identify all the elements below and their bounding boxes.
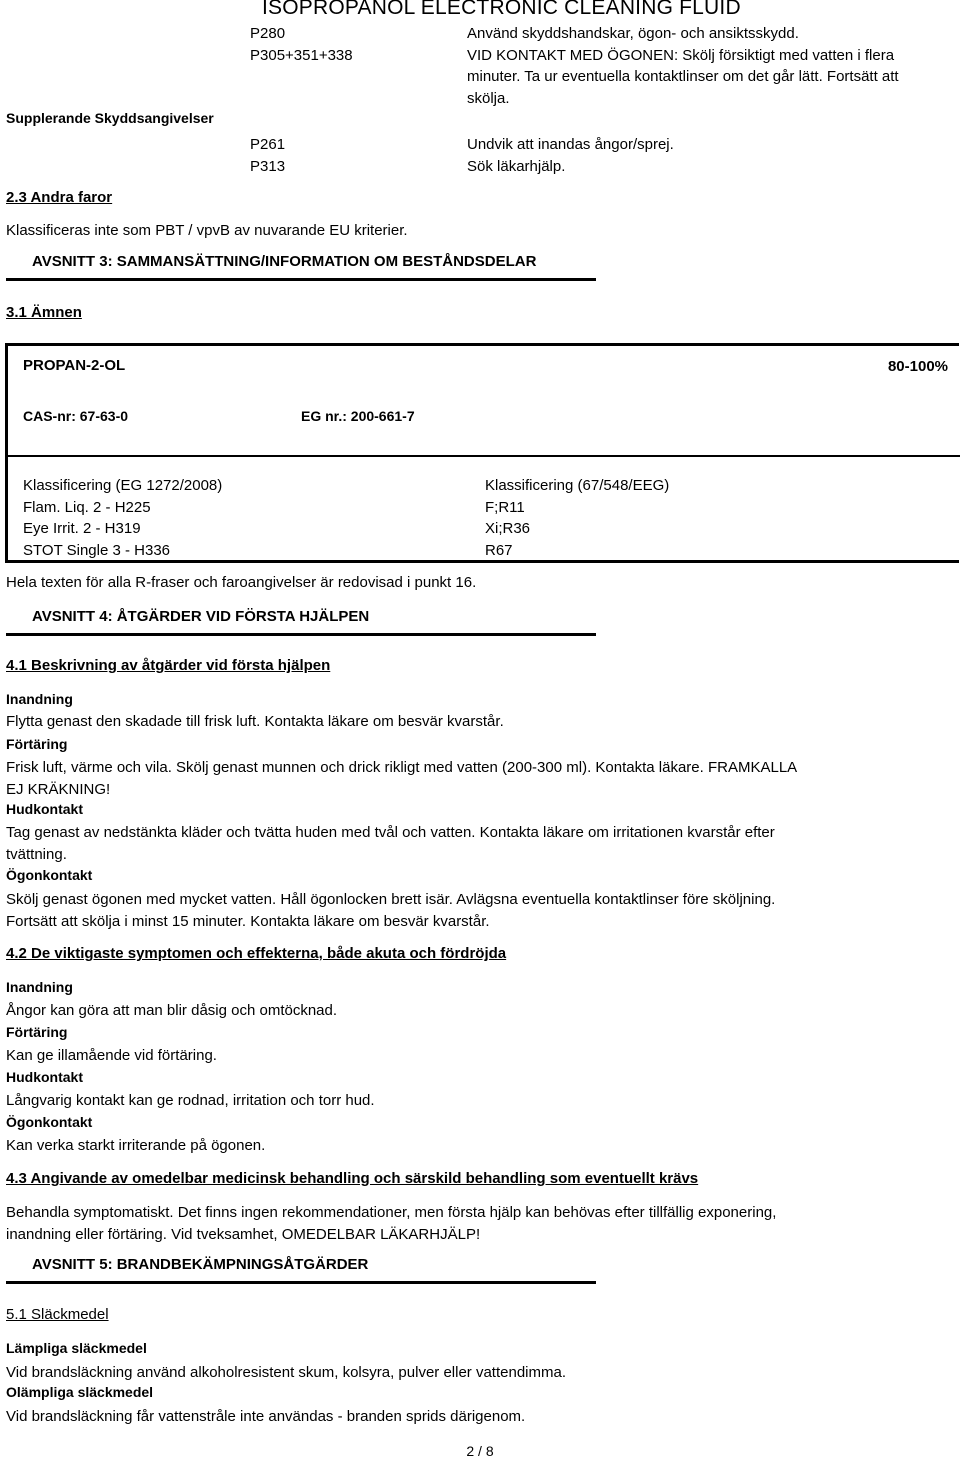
label-hudkontakt-2: Hudkontakt: [6, 1069, 83, 1085]
text-inandning-2: Ångor kan göra att man blir dåsig och omtöcknad.: [6, 1002, 338, 1019]
p-text-p305-line3: skölja.: [467, 90, 510, 107]
p-code-p261: P261: [250, 136, 286, 153]
p-text-p305-line2: minuter. Ta ur eventuella kontaktlinser om det går lätt. Fortsätt att: [467, 68, 899, 85]
p-text-p261: Undvik att inandas ångor/sprej.: [467, 136, 674, 153]
section-3-header: [6, 250, 596, 281]
class-clp-item: Eye Irrit. 2 - H319: [23, 520, 141, 537]
section-4-header: [6, 605, 596, 636]
heading-3-1: 3.1 Ämnen: [6, 304, 82, 321]
text-lampliga-slackmedel: Vid brandsläckning använd alkoholresistent skum, kolsyra, pulver eller vattendimma.: [6, 1364, 567, 1381]
class-clp-header: Klassificering (EG 1272/2008): [23, 477, 223, 494]
heading-5-1: 5.1 Släckmedel: [6, 1306, 109, 1323]
text-hudkontakt-line2: tvättning.: [6, 846, 67, 863]
text-olampliga-slackmedel: Vid brandsläckning får vattenstråle inte användas - branden sprids därigenom.: [6, 1408, 526, 1425]
substance-box: [5, 343, 959, 563]
p-code-p280: P280: [250, 25, 286, 42]
text-inandning: Flytta genast den skadade till frisk luft. Kontakta läkare om besvär kvarstår.: [6, 713, 504, 730]
text-ogonkontakt-line1: Skölj genast ögonen med mycket vatten. Håll ögonlocken brett isär. Avlägsna eventuella kontaktlinser före sköljning.: [6, 891, 776, 908]
text-hudkontakt-line1: Tag genast av nedstänkta kläder och tvätta huden med tvål och vatten. Kontakta läkare om irritationen kvarstår efter: [6, 824, 775, 841]
heading-4-3: 4.3 Angivande av omedelbar medicinsk behandling och särskild behandling som eventuellt krävs: [6, 1170, 699, 1187]
heading-4-1: 4.1 Beskrivning av åtgärder vid första hjälpen: [6, 657, 331, 674]
document-title: ISOPROPANOL ELECTRONIC CLEANING FLUID: [262, 0, 741, 19]
label-hudkontakt: Hudkontakt: [6, 801, 83, 817]
text-hudkontakt-2: Långvarig kontakt kan ge rodnad, irritation och torr hud.: [6, 1092, 375, 1109]
p-code-p305: P305+351+338: [250, 47, 353, 64]
label-lampliga-slackmedel: Lämpliga släckmedel: [6, 1340, 147, 1356]
text-4-3-line1: Behandla symptomatiskt. Det finns ingen rekommendationer, men första hjälp kan behövas efter tillfällig exponering,: [6, 1204, 777, 1221]
class-dsd-item: R67: [485, 542, 513, 559]
label-fortaring-2: Förtäring: [6, 1024, 68, 1040]
substance-name: PROPAN-2-OL: [23, 357, 126, 374]
p-text-p313: Sök läkarhjälp.: [467, 158, 566, 175]
label-inandning-2: Inandning: [6, 979, 73, 995]
section-4-title: AVSNITT 4: ÅTGÄRDER VID FÖRSTA HJÄLPEN: [32, 608, 370, 625]
section-5-header: [6, 1253, 596, 1284]
class-dsd-item: Xi;R36: [485, 520, 531, 537]
eg-number: EG nr.: 200-661-7: [301, 408, 415, 424]
text-fortaring-2: Kan ge illamående vid förtäring.: [6, 1047, 217, 1064]
text-4-3-line2: inandning eller förtäring. Vid tveksamhet, OMEDELBAR LÄKARHJÄLP!: [6, 1226, 481, 1243]
class-clp-item: Flam. Liq. 2 - H225: [23, 499, 151, 516]
p-code-p313: P313: [250, 158, 286, 175]
label-ogonkontakt: Ögonkontakt: [6, 867, 93, 883]
p-text-p305-line1: VID KONTAKT MED ÖGONEN: Skölj försiktigt med vatten i flera: [467, 47, 895, 64]
text-2-3: Klassificeras inte som PBT / vpvB av nuvarande EU kriterier.: [6, 222, 408, 239]
page-number: 2 / 8: [466, 1443, 494, 1459]
text-ogonkontakt-line2: Fortsätt att skölja i minst 15 minuter. Kontakta läkare om besvär kvarstår.: [6, 913, 490, 930]
text-ogonkontakt-2: Kan verka starkt irriterande på ögonen.: [6, 1137, 266, 1154]
class-dsd-header: Klassificering (67/548/EEG): [485, 477, 670, 494]
text-fortaring-line2: EJ KRÄKNING!: [6, 781, 111, 798]
label-ogonkontakt-2: Ögonkontakt: [6, 1114, 93, 1130]
substance-percent: 80-100%: [887, 358, 948, 375]
label-inandning: Inandning: [6, 691, 73, 707]
r-phrases-note: Hela texten för alla R-fraser och faroangivelser är redovisad i punkt 16.: [6, 574, 477, 591]
p-text-p280: Använd skyddshandskar, ögon- och ansiktsskydd.: [467, 25, 799, 42]
substance-box-divider: [5, 455, 960, 457]
heading-4-2: 4.2 De viktigaste symptomen och effekterna, både akuta och fördröjda: [6, 945, 507, 962]
label-fortaring: Förtäring: [6, 736, 68, 752]
class-clp-item: STOT Single 3 - H336: [23, 542, 171, 559]
heading-2-3: 2.3 Andra faror: [6, 189, 113, 206]
label-olampliga-slackmedel: Olämpliga släckmedel: [6, 1384, 154, 1400]
class-dsd-item: F;R11: [485, 499, 525, 516]
section-3-title: AVSNITT 3: SAMMANSÄTTNING/INFORMATION OM BESTÅNDSDELAR: [32, 253, 537, 270]
text-fortaring-line1: Frisk luft, värme och vila. Skölj genast munnen och drick rikligt med vatten (200-300 ml). Kontakta läkare. FRAMKALLA: [6, 759, 798, 776]
cas-number: CAS-nr: 67-63-0: [23, 408, 129, 424]
supplementary-label: Supplerande Skyddsangivelser: [6, 110, 214, 126]
section-5-title: AVSNITT 5: BRANDBEKÄMPNINGSÅTGÄRDER: [32, 1256, 369, 1273]
